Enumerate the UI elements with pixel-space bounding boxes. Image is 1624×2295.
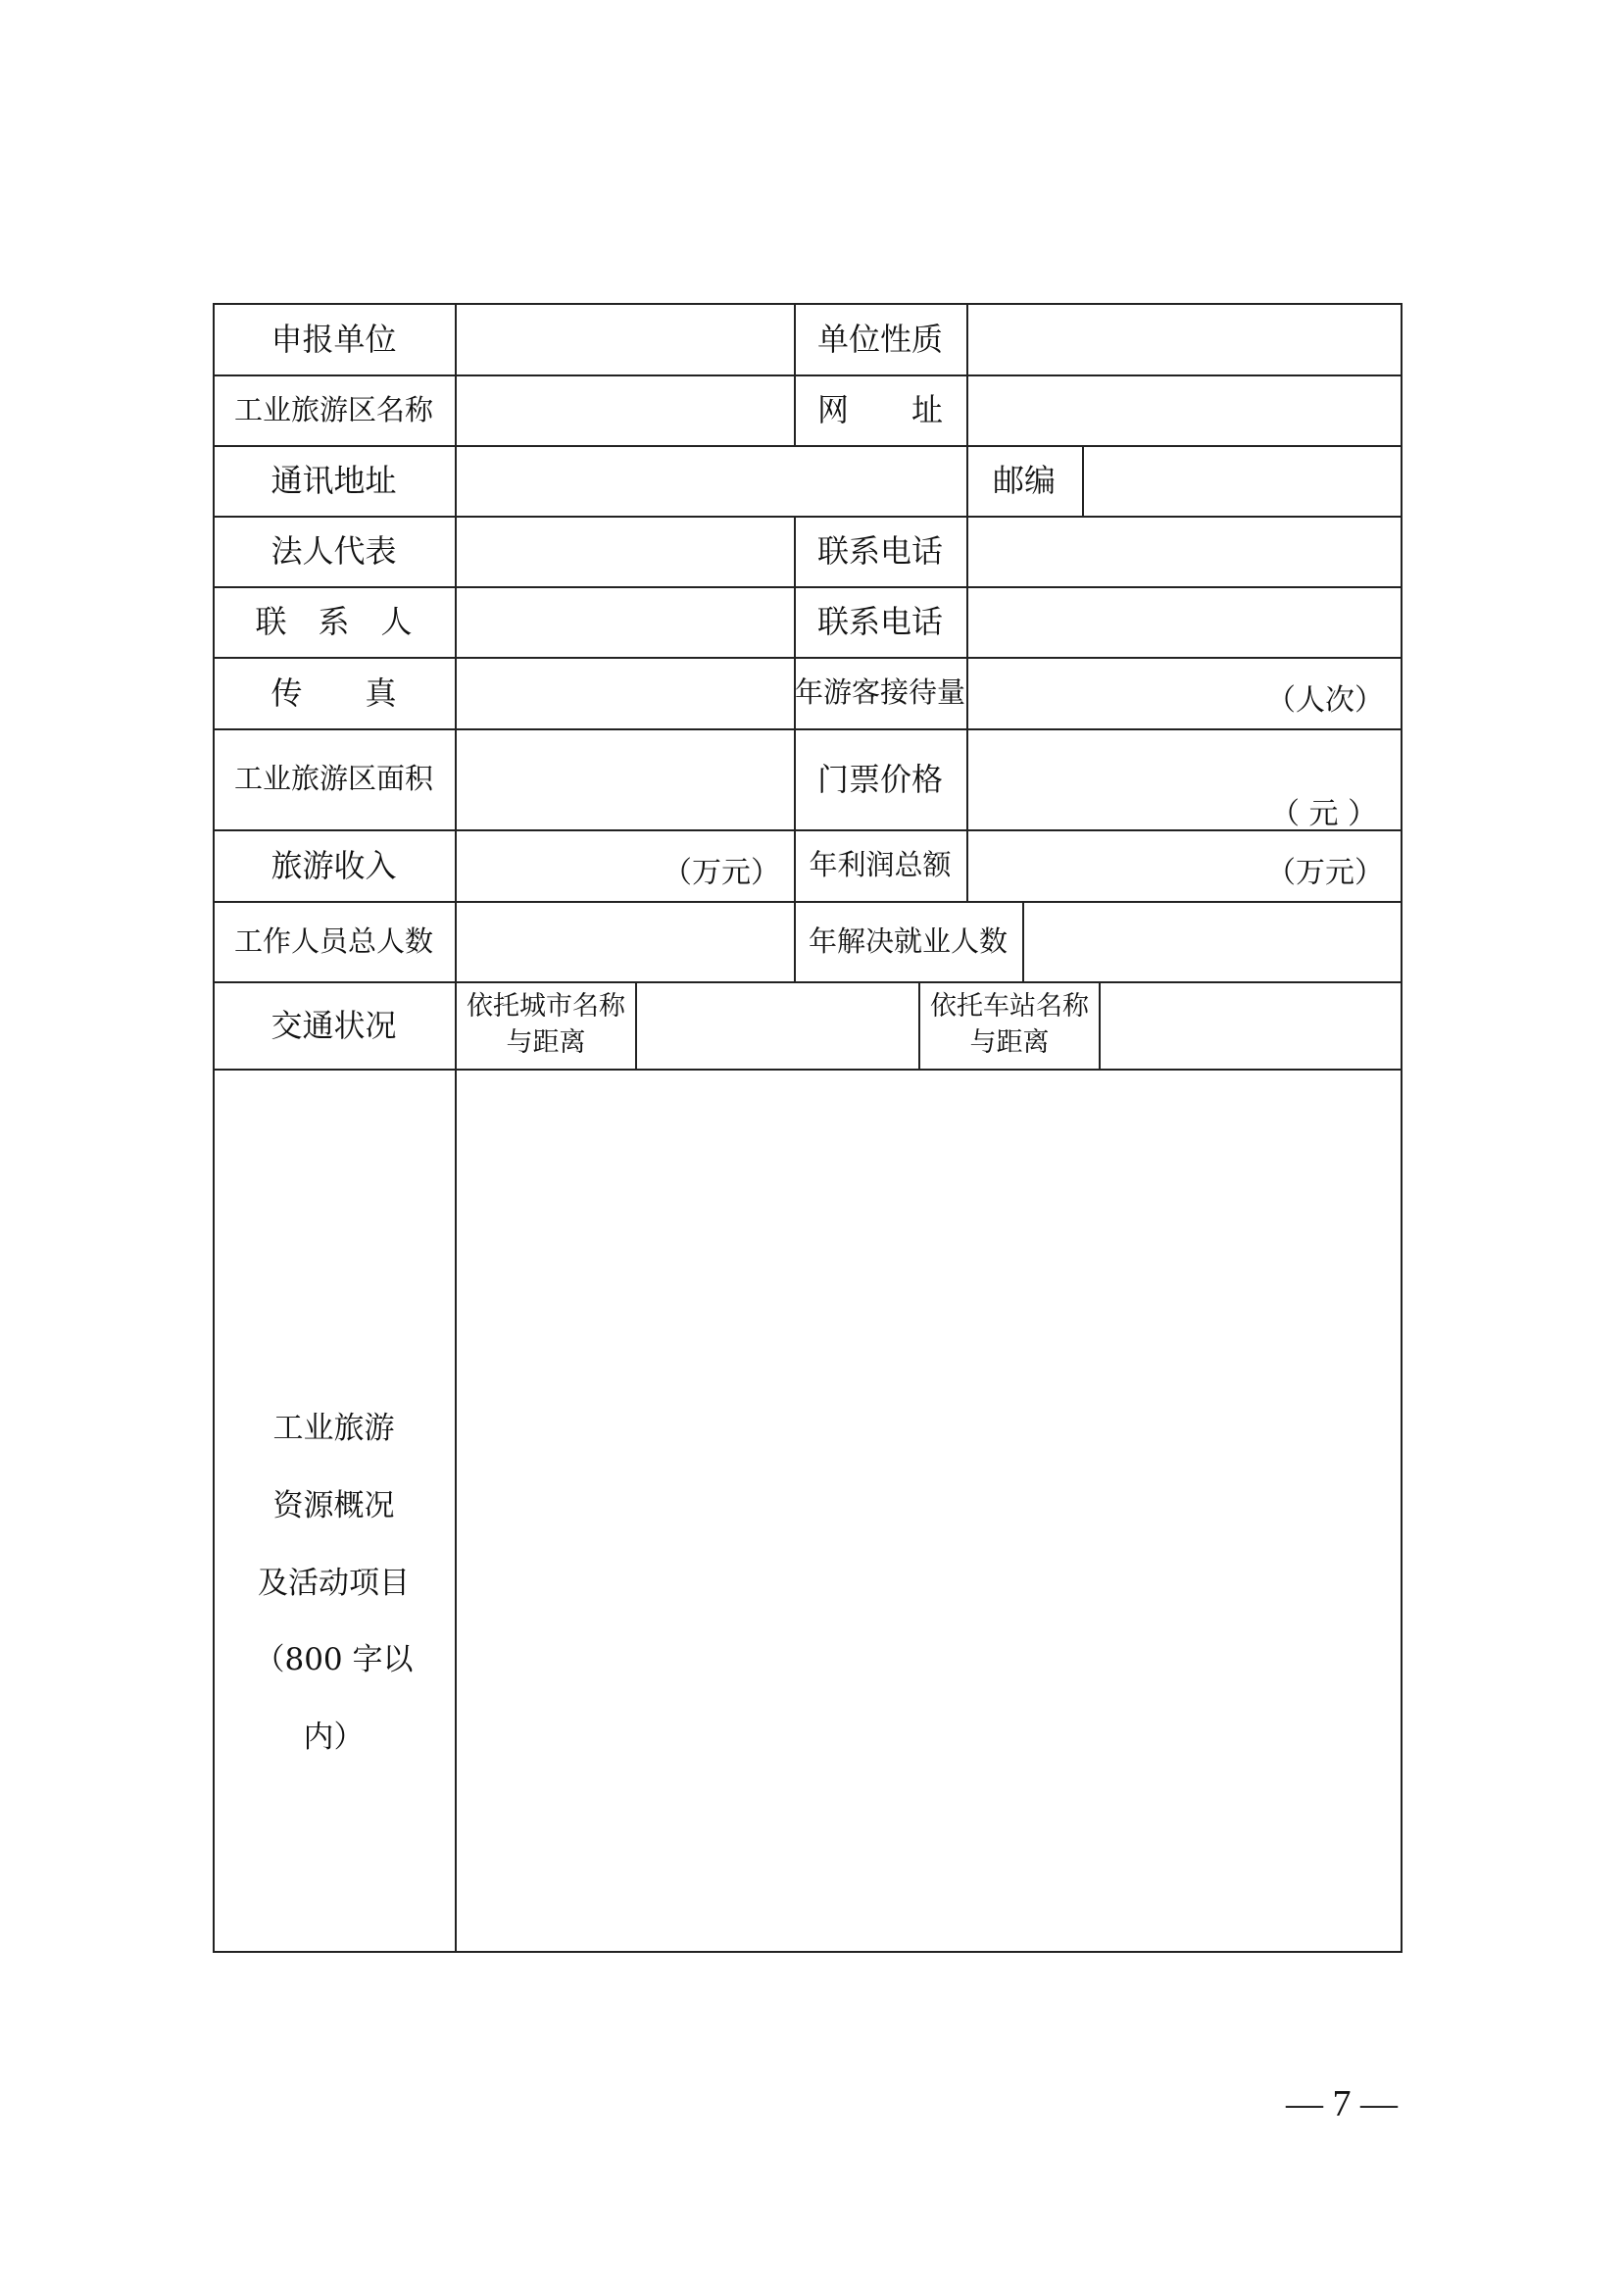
postcode-label: 邮编 bbox=[992, 462, 1056, 499]
visitor-unit: （人次） bbox=[1266, 683, 1384, 718]
website-label: 网 址 bbox=[816, 391, 943, 428]
resources-line-5: 内） bbox=[303, 1720, 365, 1756]
traffic-label: 交通状况 bbox=[271, 1006, 397, 1044]
contact-label: 联 系 人 bbox=[255, 603, 413, 640]
city-distance-label: 依托城市名称与距离 bbox=[467, 991, 625, 1058]
ticket-price-label: 门票价格 bbox=[816, 760, 943, 798]
unit-nature-label: 单位性质 bbox=[816, 320, 943, 358]
profit-unit: （万元） bbox=[1266, 856, 1384, 890]
tourism-income-label: 旅游收入 bbox=[271, 846, 397, 884]
annual-visitors-label: 年游客接待量 bbox=[794, 675, 965, 710]
resources-line-3: 及活动项目 bbox=[258, 1565, 410, 1601]
price-unit: （ 元 ） bbox=[1270, 797, 1378, 831]
phone1-label: 联系电话 bbox=[816, 532, 943, 570]
area-label: 工业旅游区面积 bbox=[233, 762, 433, 796]
annual-profit-label: 年利润总额 bbox=[809, 848, 952, 882]
total-staff-label: 工作人员总人数 bbox=[233, 923, 433, 958]
page-number: — 7 — bbox=[1286, 2083, 1398, 2124]
resources-line-4: （800 字以 bbox=[254, 1642, 414, 1678]
station-distance-label: 依托车站名称与距离 bbox=[930, 991, 1089, 1058]
legal-rep-label: 法人代表 bbox=[271, 532, 397, 570]
tourism-area-name-label: 工业旅游区名称 bbox=[233, 392, 433, 426]
applicant-label: 申报单位 bbox=[271, 320, 397, 358]
resources-label bbox=[213, 1069, 455, 1951]
resources-line-2: 资源概况 bbox=[272, 1487, 395, 1523]
fax-label: 传 真 bbox=[271, 674, 397, 712]
resources-line-1: 工业旅游 bbox=[272, 1411, 395, 1447]
income-unit: （万元） bbox=[663, 856, 780, 890]
phone2-label: 联系电话 bbox=[816, 603, 943, 640]
address-label: 通讯地址 bbox=[271, 462, 397, 499]
annual-jobs-label: 年解决就业人数 bbox=[808, 923, 1008, 958]
